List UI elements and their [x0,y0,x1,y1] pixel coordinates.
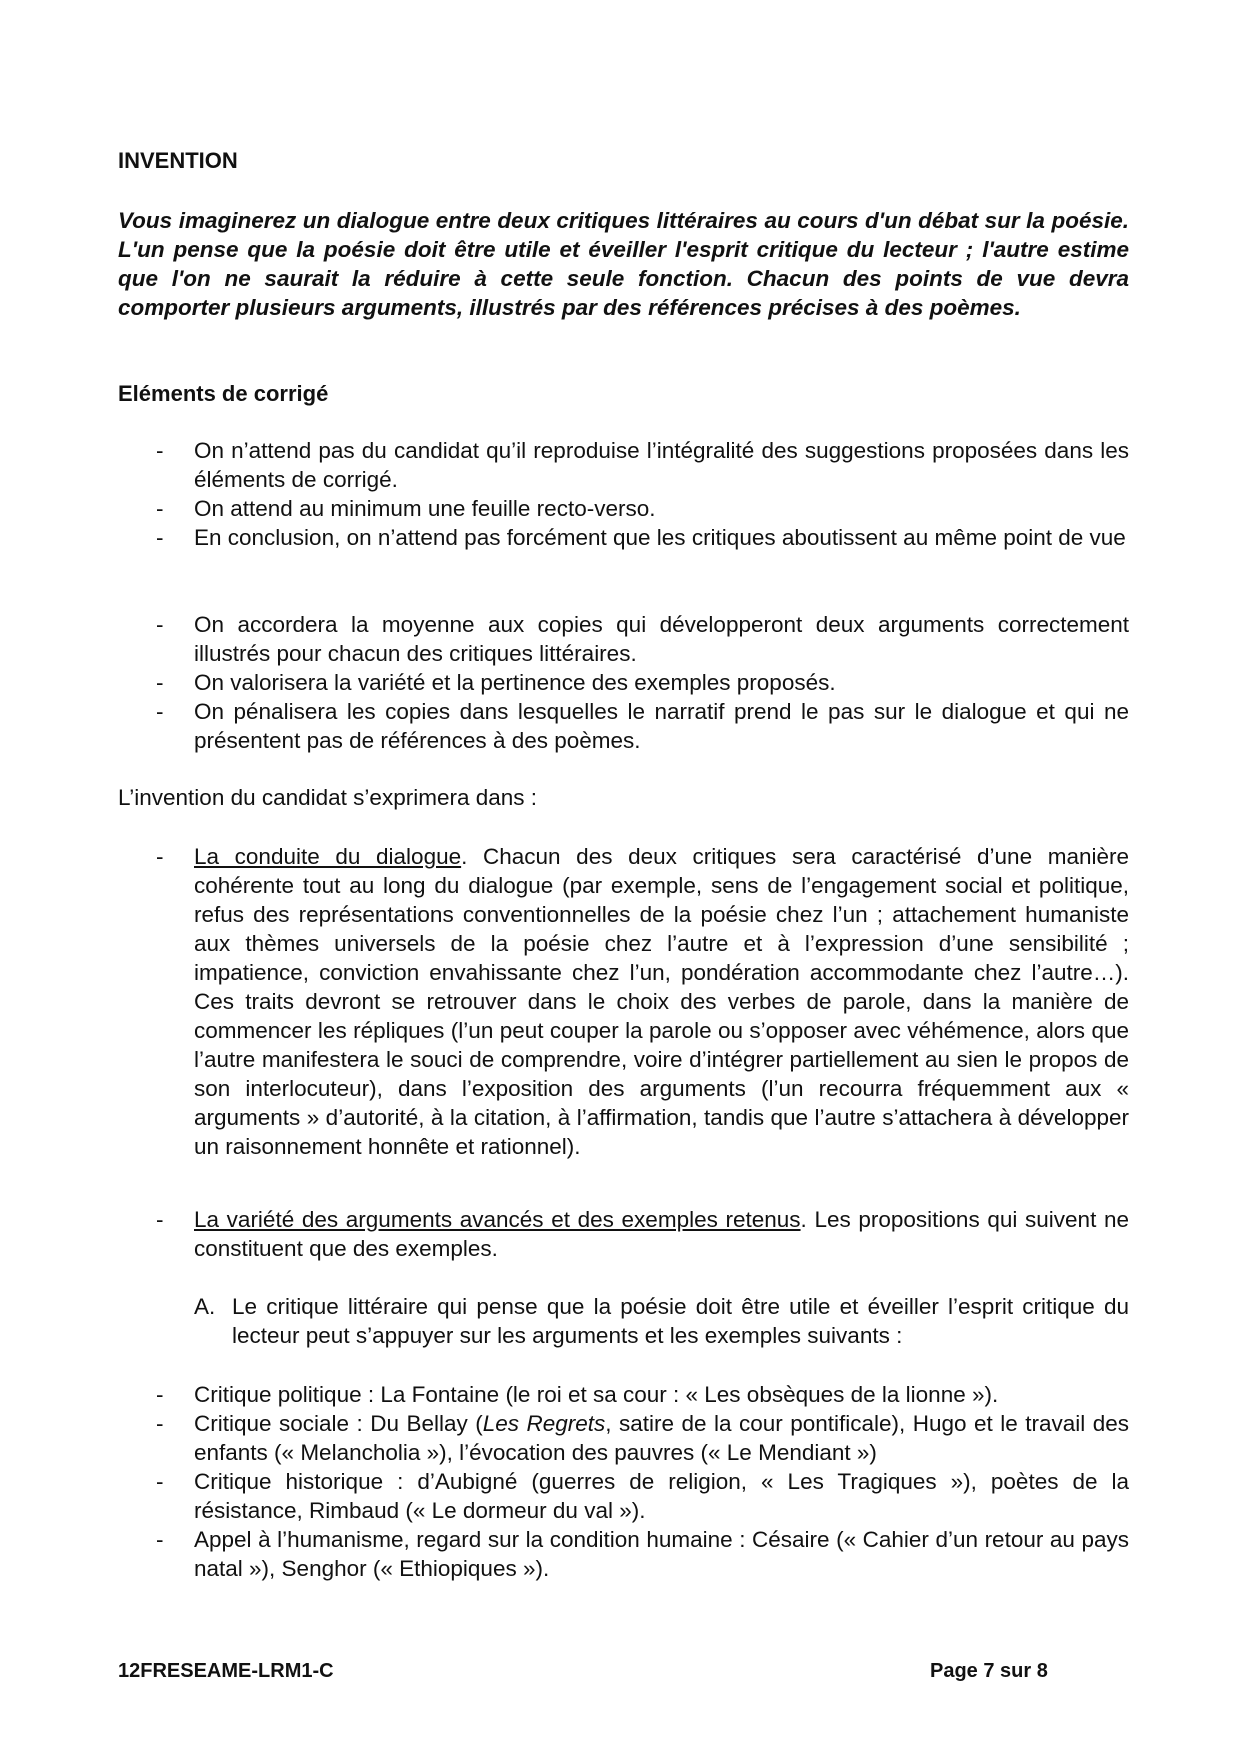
section-label: A. [194,1294,216,1319]
list-item [118,1467,1129,1525]
dash-marker: - [156,670,164,695]
dash-marker: - [156,1411,164,1436]
grading-list [118,610,1129,755]
list-item [118,697,1129,755]
prompt-text: Vous imaginerez un dialogue entre deux critiques littéraires au cours d'un débat sur la poésie. L'un pense que la poésie doit être utile et éveiller l'esprit critique du lecteur ; l'autre estime que l'on ne saurait la réduire à cette seule fonction. Chacun des points de vue devra comporter plusieurs arguments, illustrés par des références précises à des poèmes. [118,208,1129,320]
list-item [118,523,1129,552]
list-item [118,610,1129,668]
list-item [118,1525,1129,1583]
dash-marker: - [156,1382,164,1407]
dialogue-point [118,842,1129,1161]
list-item-text: On pénalisera les copies dans lesquelles le narratif prend le pas sur le dialogue et qui ne présentent pas de références à des poèmes. [194,699,1129,753]
section-a [118,1292,1129,1350]
intro-line: L’invention du candidat s’exprimera dans : [118,785,538,810]
list-item-text: On n’attend pas du candidat qu’il reproduise l’intégralité des suggestions proposées dans les éléments de corrigé. [194,438,1129,492]
point-text: . Chacun des deux critiques sera caractérisé d’une manière cohérente tout au long du dialogue (par exemple, sens de l’engagement social et politique, refus des représentations conventionnelles de la poésie chez l’un ; attachement humaniste aux thèmes universels de la poésie chez l’autre et à l’expression d’une sensibilité ; impatience, conviction envahissante chez l’un, pondération accommodante chez l’autre…). Ces traits devront se retrouver dans le choix des verbes de parole, dans la manière de commencer les répliques (l’un peut couper la parole ou s’opposer avec véhémence, alors que l’autre manifestera le souci de comprendre, voire d’intégrer partiellement au sien le propos de son interlocuteur), dans l’exposition des arguments (l’un recourra fréquemment aux « arguments » d’autorité, à la citation, à l’affirmation, tandis que l’autre s’attachera à développer un raisonnement honnête et rationnel). [194,844,1130,1159]
arguments-point [118,1205,1129,1263]
list-item [118,1380,1129,1409]
dash-marker: - [156,1207,164,1232]
dash-marker: - [156,1469,164,1494]
list-item-text: Appel à l’humanisme, regard sur la condition humaine : Césaire (« Cahier d’un retour au pays natal »), Senghor (« Ethiopiques »). [194,1527,1129,1581]
expectations-list [118,436,1129,552]
list-item [118,494,1129,523]
list-item-text: On valorisera la variété et la pertinence des exemples proposés. [194,670,836,695]
work-title: Les Regrets [482,1411,606,1436]
list-item [118,436,1129,494]
point-title: La conduite du dialogue [194,844,462,869]
dash-marker: - [156,496,164,521]
dash-marker: - [156,699,164,724]
point-text: . Les propositions qui suivent ne constituent que des exemples. [194,1207,1129,1261]
list-item [118,842,1129,1161]
dash-marker: - [156,1527,164,1552]
footer-code: 12FRESEAME-LRM1-C [118,1660,334,1682]
dash-marker: - [156,525,164,550]
dash-marker: - [156,438,164,463]
list-item-text: On accordera la moyenne aux copies qui développeront deux arguments correctement illustrés pour chacun des critiques littéraires. [194,612,1129,666]
list-item-text: Critique sociale : Du Bellay ( [194,1411,483,1436]
list-item-text: Critique historique : d’Aubigné (guerres de religion, « Les Tragiques »), poètes de la résistance, Rimbaud (« Le dormeur du val »). [194,1469,1129,1523]
examples-list [118,1380,1129,1583]
section-heading: INVENTION [118,148,238,173]
list-item [118,668,1129,697]
list-item-text: Critique politique : La Fontaine (le roi et sa cour : « Les obsèques de la lionne »). [194,1382,999,1407]
dash-marker: - [156,612,164,637]
list-item-text: En conclusion, on n’attend pas forcément que les critiques aboutissent au même point de vue [194,525,1126,550]
subheading: Eléments de corrigé [118,381,329,406]
footer-page-number: Page 7 sur 8 [930,1660,1048,1682]
list-item [118,1205,1129,1263]
section-text: Le critique littéraire qui pense que la poésie doit être utile et éveiller l’esprit critique du lecteur peut s’appuyer sur les arguments et les exemples suivants : [232,1294,1129,1348]
list-item-text: On attend au minimum une feuille recto-verso. [194,496,656,521]
point-title: La variété des arguments avancés et des exemples retenus [194,1207,801,1232]
dash-marker: - [156,844,164,869]
list-item [118,1409,1129,1467]
list-item-text: , satire de la cour pontificale), Hugo et le travail des enfants (« Melancholia »), l’évocation des pauvres (« Le Mendiant ») [194,1411,1130,1465]
